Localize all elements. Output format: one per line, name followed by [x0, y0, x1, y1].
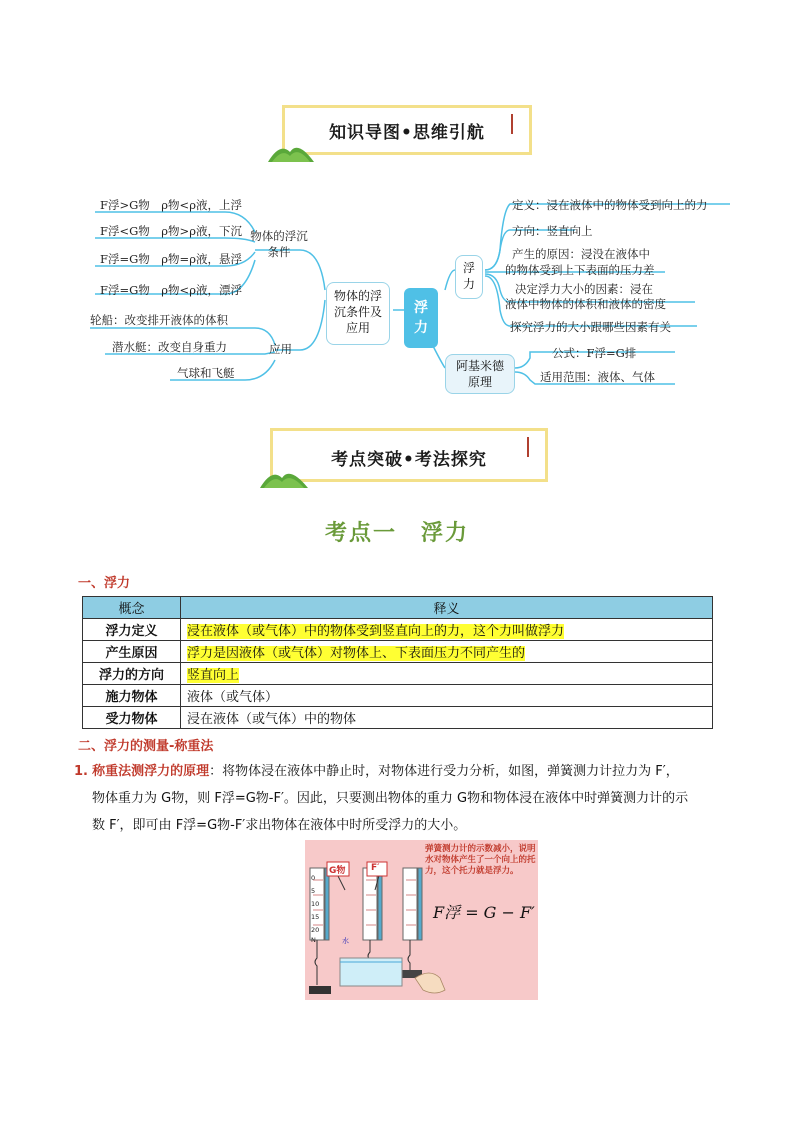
- application-submarine: 潜水艇：改变自身重力: [112, 340, 227, 354]
- principle-line-1: [74, 758, 734, 785]
- hill-icon: [260, 464, 310, 490]
- table-row: [83, 707, 713, 729]
- spring-scale-figure: [305, 840, 538, 1000]
- scale-tick: 10: [311, 900, 320, 908]
- archimedes-formula: 公式：F浮=G排: [552, 346, 637, 360]
- principle-text-1: ：将物体浸在液体中静止时，对物体进行受力分析，如图，弹簧测力计拉力为 F′，: [209, 764, 679, 779]
- weight-label: G物: [329, 866, 346, 876]
- scale-tick: 5: [311, 887, 316, 895]
- scale-tick: N: [311, 936, 316, 944]
- archimedes-scope: 适用范围：液体、气体: [540, 370, 655, 384]
- hill-icon: [268, 138, 316, 164]
- principle-lead: 称重法测浮力的原理: [92, 764, 210, 779]
- table-cell-term: 产生原因: [83, 641, 181, 663]
- buoyancy-explore: 探究浮力的大小跟哪些因素有关: [510, 320, 671, 334]
- scale-tick: 20: [311, 926, 320, 934]
- buoyancy-cause-1: 产生的原因：浸没在液体中: [512, 247, 650, 261]
- highlighted-text: 竖直向上: [187, 668, 240, 683]
- figure-note: 弹簧测力计的示数减小，说明水对物体产生了一个向上的托力，这个托力就是浮力。: [425, 844, 536, 876]
- center-node-label: 浮力: [414, 300, 428, 336]
- principle-number: 1.: [74, 764, 88, 779]
- scale-tick: 0: [311, 874, 316, 882]
- highlighted-text: 浮力是因液体（或气体）对物体上、下表面压力不同产生的: [187, 646, 526, 661]
- table-row: [83, 641, 713, 663]
- section-title-buoyancy: 一、浮力: [78, 576, 131, 591]
- water-label: 水: [342, 937, 349, 945]
- condition-sink: F浮<G物 ρ物>ρ液，下沉: [100, 224, 242, 238]
- left-hub-label: 物体的浮沉条件及应用: [333, 289, 382, 335]
- table-row: [83, 663, 713, 685]
- banner-decoration: [511, 114, 513, 134]
- table-row: [83, 619, 713, 641]
- banner-decoration: [527, 437, 529, 457]
- condition-floating: F浮=G物 ρ物<ρ液，漂浮: [100, 283, 242, 297]
- buoyancy-node: [455, 255, 483, 299]
- buoyancy-direction: 方向：竖直向上: [512, 224, 593, 238]
- buoyancy-definition: 定义：浸在液体中的物体受到向上的力: [512, 198, 708, 212]
- scale-marks: [311, 872, 323, 944]
- table-cell-meaning: 液体（或气体）: [181, 685, 713, 707]
- application-ship: 轮船：改变排开液体的体积: [90, 313, 228, 327]
- exam-banner-title: 考点突破•考法探究: [331, 450, 487, 470]
- buoyancy-node-label: 浮力: [462, 261, 475, 291]
- buoyancy-formula: F浮 = G − F′: [433, 903, 535, 922]
- archimedes-node: [445, 354, 515, 394]
- archimedes-node-label: 阿基米德原理: [455, 359, 504, 389]
- left-hub: [326, 282, 390, 345]
- table-cell-term: 浮力的方向: [83, 663, 181, 685]
- buoyancy-factors-2: 液体中物体的体积和液体的密度: [505, 297, 666, 311]
- definition-table: [82, 596, 713, 729]
- condition-float: F浮>G物 ρ物<ρ液，上浮: [100, 198, 242, 212]
- scale-tick: 15: [311, 913, 320, 921]
- table-header: 概念: [83, 597, 181, 619]
- page-title: 考点一 浮力: [324, 521, 469, 546]
- section-title-measurement: 二、浮力的测量-称重法: [78, 739, 214, 754]
- buoyancy-cause-2: 的物体受到上下表面的压力差: [505, 263, 655, 277]
- exam-banner: [270, 428, 548, 482]
- table-cell-meaning: 浸在液体（或气体）中的物体: [181, 707, 713, 729]
- mindmap-banner-title: 知识导图•思维引航: [329, 123, 485, 143]
- table-header-row: [83, 597, 713, 619]
- mindmap-banner: [282, 105, 532, 155]
- table-cell-meaning: [181, 619, 713, 641]
- application-balloon: 气球和飞艇: [177, 366, 235, 380]
- table-cell-term: 浮力定义: [83, 619, 181, 641]
- table-header: 释义: [181, 597, 713, 619]
- buoyancy-factors-1: 决定浮力大小的因素：浸在: [515, 282, 653, 296]
- condition-suspend: F浮=G物 ρ物=ρ液，悬浮: [100, 252, 242, 266]
- center-node: [404, 288, 438, 348]
- principle-line-2: 物体重力为 G物，则 F浮=G物-F′。因此，只要测出物体的重力 G物和物体浸在液体中时弹簧测力计的示: [92, 791, 689, 806]
- apply-node: 应用: [269, 342, 292, 356]
- table-cell-meaning: [181, 641, 713, 663]
- table-row: [83, 685, 713, 707]
- sink-float-node: 物体的浮沉条件: [250, 229, 308, 259]
- force-label: F′: [371, 863, 380, 873]
- table-cell-term: 施力物体: [83, 685, 181, 707]
- principle-paragraph: [74, 758, 734, 839]
- table-cell-term: 受力物体: [83, 707, 181, 729]
- principle-line-3: 数 F′，即可由 F浮=G物-F′求出物体在液体中时所受浮力的大小。: [92, 818, 467, 833]
- highlighted-text: 浸在液体（或气体）中的物体受到竖直向上的力，这个力叫做浮力: [187, 624, 565, 639]
- table-cell-meaning: [181, 663, 713, 685]
